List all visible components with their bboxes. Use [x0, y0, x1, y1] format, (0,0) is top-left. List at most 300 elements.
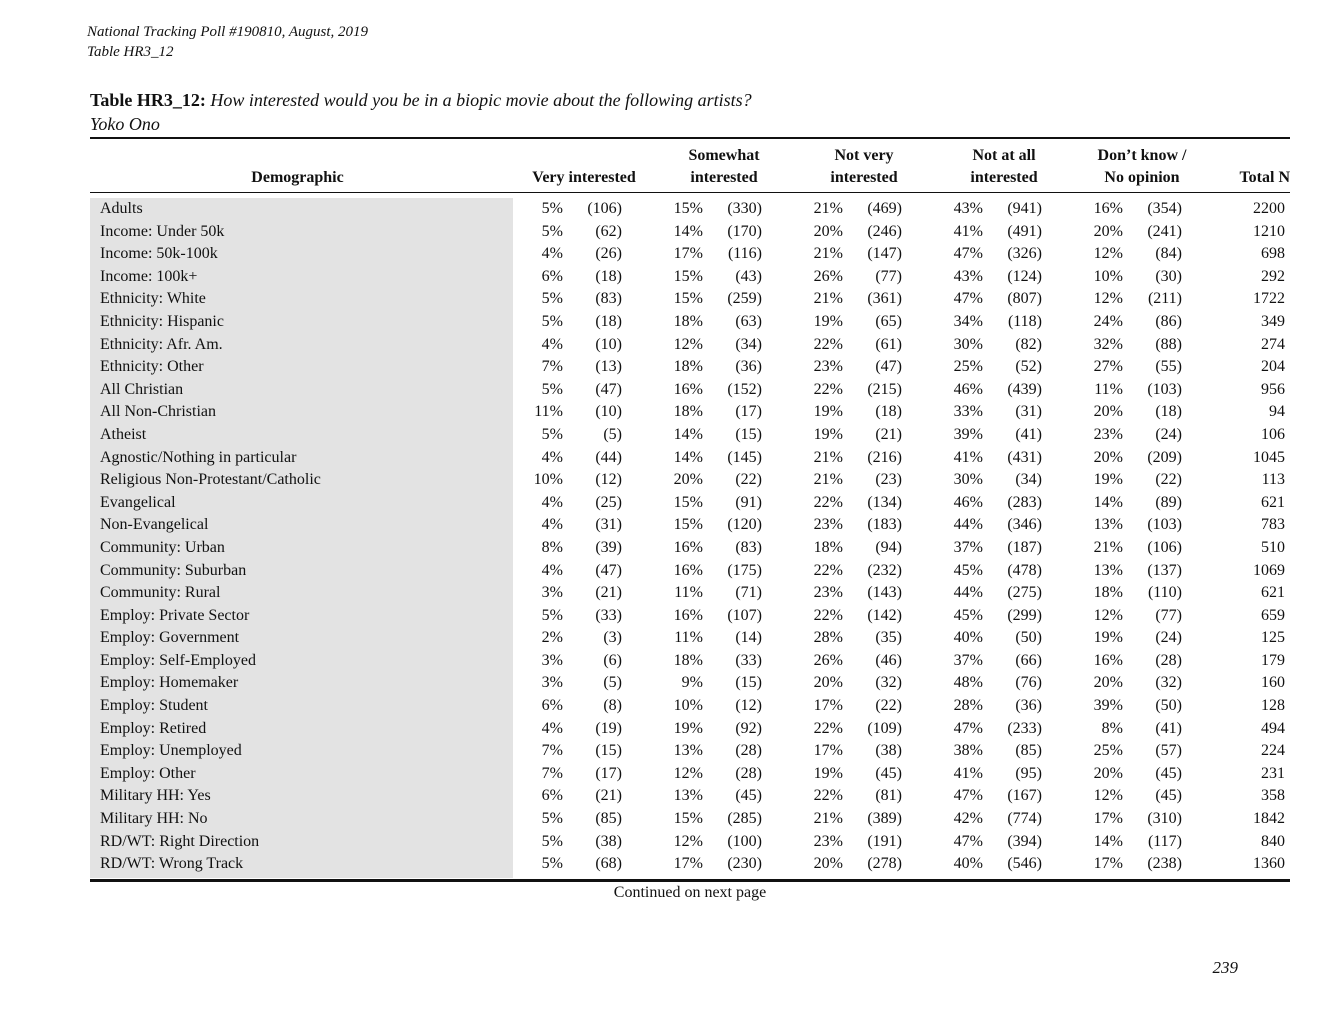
very-n: (15): [595, 742, 622, 760]
very-pct: 7%: [541, 764, 563, 782]
somewhat-n: (285): [727, 810, 762, 828]
somewhat-pct: 11%: [674, 584, 703, 602]
total-n: 179: [1261, 651, 1285, 669]
notatall-pct: 47%: [953, 245, 983, 263]
table-row: [90, 808, 1290, 831]
notvery-n: (81): [875, 787, 902, 805]
very-n: (17): [595, 764, 622, 782]
dontknow-n: (57): [1155, 742, 1182, 760]
row-label: Military HH: No: [100, 810, 208, 828]
very-n: (39): [595, 538, 622, 556]
total-n: 1360: [1253, 855, 1285, 873]
very-pct: 4%: [541, 561, 563, 579]
very-n: (44): [595, 448, 622, 466]
very-pct: 5%: [541, 832, 563, 850]
table-row: [90, 221, 1290, 244]
very-pct: 4%: [541, 448, 563, 466]
very-pct: 4%: [541, 516, 563, 534]
somewhat-n: (120): [727, 516, 762, 534]
total-n: 231: [1261, 764, 1285, 782]
total-n: 349: [1261, 312, 1285, 330]
caption-label: Table HR3_12:: [90, 90, 206, 110]
somewhat-pct: 17%: [673, 855, 703, 873]
notatall-pct: 44%: [953, 584, 983, 602]
notatall-n: (66): [1015, 651, 1042, 669]
notvery-n: (361): [867, 290, 902, 308]
notatall-pct: 28%: [953, 697, 983, 715]
notvery-n: (45): [875, 764, 902, 782]
dontknow-n: (117): [1147, 832, 1182, 850]
somewhat-pct: 16%: [673, 606, 703, 624]
notatall-n: (326): [1007, 245, 1042, 263]
somewhat-n: (152): [727, 380, 762, 398]
very-pct: 7%: [541, 358, 563, 376]
row-label: Income: 50k-100k: [100, 245, 218, 263]
notvery-pct: 21%: [813, 245, 843, 263]
very-n: (12): [595, 471, 622, 489]
very-pct: 5%: [541, 425, 563, 443]
dontknow-n: (22): [1155, 471, 1182, 489]
total-n: 125: [1261, 629, 1285, 647]
dontknow-n: (30): [1155, 267, 1182, 285]
very-pct: 6%: [541, 267, 563, 285]
dontknow-n: (211): [1147, 290, 1182, 308]
very-pct: 4%: [541, 335, 563, 353]
notatall-n: (85): [1015, 742, 1042, 760]
notatall-n: (50): [1015, 629, 1042, 647]
dontknow-n: (354): [1147, 200, 1182, 217]
notatall-pct: 34%: [953, 312, 983, 330]
total-n: 358: [1261, 787, 1285, 805]
very-n: (21): [595, 584, 622, 602]
dontknow-n: (86): [1155, 312, 1182, 330]
notatall-n: (275): [1007, 584, 1042, 602]
very-pct: 2%: [541, 629, 563, 647]
notvery-n: (134): [867, 493, 902, 511]
notvery-n: (94): [875, 538, 902, 556]
row-label: RD/WT: Wrong Track: [100, 855, 244, 873]
somewhat-pct: 12%: [673, 832, 703, 850]
very-pct: 4%: [541, 493, 563, 511]
dontknow-n: (84): [1155, 245, 1182, 263]
dontknow-pct: 11%: [1094, 380, 1123, 398]
notatall-pct: 30%: [953, 335, 983, 353]
notatall-pct: 48%: [953, 674, 983, 692]
top-rule: [90, 137, 1290, 139]
dontknow-n: (137): [1147, 561, 1182, 579]
notatall-pct: 39%: [953, 425, 983, 443]
very-n: (47): [595, 380, 622, 398]
notvery-pct: 26%: [813, 267, 843, 285]
table-row: [90, 492, 1290, 515]
dontknow-n: (45): [1155, 764, 1182, 782]
somewhat-n: (83): [735, 538, 762, 556]
notatall-n: (283): [1007, 493, 1042, 511]
notvery-pct: 17%: [813, 697, 843, 715]
notvery-n: (142): [867, 606, 902, 624]
caption-question: How interested would you be in a biopic movie about the following artists?: [210, 90, 752, 110]
table-row: [90, 379, 1290, 402]
somewhat-n: (28): [735, 742, 762, 760]
notatall-n: (807): [1007, 290, 1042, 308]
notatall-pct: 46%: [953, 493, 983, 511]
table-row: [90, 718, 1290, 741]
notvery-n: (232): [867, 561, 902, 579]
very-n: (25): [595, 493, 622, 511]
dontknow-pct: 14%: [1093, 493, 1123, 511]
notvery-pct: 21%: [813, 471, 843, 489]
very-pct: 5%: [541, 810, 563, 828]
notvery-n: (23): [875, 471, 902, 489]
header-not-at-all-interested: [950, 145, 1058, 189]
dontknow-n: (89): [1155, 493, 1182, 511]
dontknow-n: (88): [1155, 335, 1182, 353]
notvery-n: (469): [867, 200, 902, 217]
somewhat-n: (100): [727, 832, 762, 850]
table-row: [90, 447, 1290, 470]
notvery-n: (215): [867, 380, 902, 398]
somewhat-n: (45): [735, 787, 762, 805]
notatall-pct: 45%: [953, 606, 983, 624]
dontknow-pct: 12%: [1093, 245, 1123, 263]
notatall-pct: 25%: [953, 358, 983, 376]
total-n: 204: [1261, 358, 1285, 376]
somewhat-pct: 13%: [673, 742, 703, 760]
somewhat-pct: 15%: [673, 267, 703, 285]
somewhat-pct: 18%: [673, 358, 703, 376]
header-not-very-interested: [810, 145, 918, 189]
very-n: (10): [595, 403, 622, 421]
notvery-n: (38): [875, 742, 902, 760]
notatall-pct: 47%: [953, 787, 983, 805]
header-dont-know: [1085, 145, 1199, 189]
total-n: 2200: [1253, 200, 1285, 217]
notatall-n: (491): [1007, 222, 1042, 240]
dontknow-n: (24): [1155, 425, 1182, 443]
very-n: (68): [595, 855, 622, 873]
very-n: (10): [595, 335, 622, 353]
row-label: Ethnicity: Afr. Am.: [100, 335, 223, 353]
header-rule: [90, 192, 1290, 193]
somewhat-pct: 18%: [673, 651, 703, 669]
somewhat-pct: 9%: [681, 674, 703, 692]
header-notvery-line2: interested: [830, 169, 898, 186]
dontknow-n: (110): [1147, 584, 1182, 602]
notvery-pct: 21%: [813, 200, 843, 217]
row-label: All Christian: [100, 380, 184, 398]
very-pct: 6%: [541, 697, 563, 715]
notatall-n: (774): [1007, 810, 1042, 828]
table-row: [90, 266, 1290, 289]
row-label: Employ: Private Sector: [100, 606, 250, 624]
notvery-n: (183): [867, 516, 902, 534]
table-row: [90, 198, 1290, 221]
row-label: Employ: Homemaker: [100, 674, 239, 692]
notatall-pct: 47%: [953, 832, 983, 850]
dontknow-pct: 24%: [1093, 312, 1123, 330]
table-row: [90, 469, 1290, 492]
somewhat-pct: 14%: [673, 425, 703, 443]
somewhat-pct: 10%: [673, 697, 703, 715]
table-row: [90, 740, 1290, 763]
header-dontknow-line1: Don’t know /: [1097, 147, 1187, 164]
table-row: [90, 288, 1290, 311]
notvery-pct: 21%: [813, 810, 843, 828]
somewhat-pct: 20%: [673, 471, 703, 489]
dontknow-n: (238): [1147, 855, 1182, 873]
dontknow-pct: 12%: [1093, 787, 1123, 805]
notatall-pct: 41%: [953, 448, 983, 466]
total-n: 274: [1261, 335, 1285, 353]
dontknow-n: (241): [1147, 222, 1182, 240]
somewhat-pct: 16%: [673, 380, 703, 398]
continued-note: Continued on next page: [613, 884, 767, 901]
table-body: [90, 198, 1290, 876]
somewhat-pct: 12%: [673, 764, 703, 782]
notatall-n: (118): [1007, 312, 1042, 330]
somewhat-pct: 18%: [673, 312, 703, 330]
very-n: (3): [603, 629, 622, 647]
dontknow-n: (77): [1155, 606, 1182, 624]
notvery-pct: 19%: [813, 425, 843, 443]
dontknow-pct: 27%: [1093, 358, 1123, 376]
notatall-pct: 47%: [953, 290, 983, 308]
notatall-n: (394): [1007, 832, 1042, 850]
total-n: 621: [1261, 493, 1285, 511]
header-very-interested: Very interested: [532, 169, 636, 186]
somewhat-n: (22): [735, 471, 762, 489]
very-pct: 7%: [541, 742, 563, 760]
notvery-n: (246): [867, 222, 902, 240]
table-row: [90, 695, 1290, 718]
somewhat-pct: 15%: [673, 810, 703, 828]
header-notvery-line1: Not very: [834, 147, 894, 164]
very-pct: 6%: [541, 787, 563, 805]
row-label: Employ: Retired: [100, 719, 207, 737]
very-pct: 5%: [541, 222, 563, 240]
very-n: (31): [595, 516, 622, 534]
notatall-n: (82): [1015, 335, 1042, 353]
dontknow-n: (50): [1155, 697, 1182, 715]
notvery-pct: 22%: [813, 380, 843, 398]
notvery-n: (46): [875, 651, 902, 669]
notvery-pct: 23%: [813, 358, 843, 376]
somewhat-n: (230): [727, 855, 762, 873]
dontknow-pct: 25%: [1093, 742, 1123, 760]
dontknow-n: (24): [1155, 629, 1182, 647]
header-somewhat-line1: Somewhat: [688, 147, 760, 164]
notatall-pct: 37%: [953, 651, 983, 669]
total-n: 621: [1261, 584, 1285, 602]
very-n: (8): [603, 697, 622, 715]
table-row: [90, 582, 1290, 605]
dontknow-pct: 12%: [1093, 290, 1123, 308]
row-label: Employ: Self-Employed: [100, 651, 256, 669]
dontknow-pct: 20%: [1093, 222, 1123, 240]
notvery-pct: 23%: [813, 832, 843, 850]
notvery-n: (21): [875, 425, 902, 443]
somewhat-pct: 16%: [673, 538, 703, 556]
row-label: Community: Rural: [100, 584, 221, 602]
dontknow-n: (103): [1147, 516, 1182, 534]
dontknow-pct: 10%: [1093, 267, 1123, 285]
dontknow-pct: 20%: [1093, 764, 1123, 782]
notvery-n: (216): [867, 448, 902, 466]
notvery-pct: 22%: [813, 787, 843, 805]
row-label: Military HH: Yes: [100, 787, 211, 805]
very-pct: 5%: [541, 380, 563, 398]
notvery-pct: 26%: [813, 651, 843, 669]
notvery-n: (191): [867, 832, 902, 850]
dontknow-pct: 18%: [1093, 584, 1123, 602]
dontknow-pct: 8%: [1101, 719, 1123, 737]
very-n: (19): [595, 719, 622, 737]
notatall-n: (76): [1015, 674, 1042, 692]
notvery-pct: 22%: [813, 493, 843, 511]
dontknow-pct: 13%: [1093, 561, 1123, 579]
dontknow-n: (310): [1147, 810, 1182, 828]
notatall-pct: 40%: [953, 629, 983, 647]
dontknow-pct: 20%: [1093, 403, 1123, 421]
notvery-n: (18): [875, 403, 902, 421]
somewhat-pct: 14%: [673, 448, 703, 466]
notatall-n: (31): [1015, 403, 1042, 421]
somewhat-n: (259): [727, 290, 762, 308]
notvery-pct: 20%: [813, 222, 843, 240]
row-label: Employ: Government: [100, 629, 240, 647]
very-n: (18): [595, 312, 622, 330]
somewhat-n: (330): [727, 200, 762, 217]
table-row: [90, 401, 1290, 424]
row-label: Community: Suburban: [100, 561, 247, 579]
table-row: [90, 785, 1290, 808]
table-row: [90, 605, 1290, 628]
header-notatall-line2: interested: [970, 169, 1038, 186]
somewhat-n: (15): [735, 674, 762, 692]
notatall-pct: 37%: [953, 538, 983, 556]
notvery-pct: 21%: [813, 448, 843, 466]
row-label: Employ: Other: [100, 764, 196, 782]
total-n: 698: [1261, 245, 1285, 263]
row-label: Employ: Unemployed: [100, 742, 242, 760]
somewhat-n: (17): [735, 403, 762, 421]
very-pct: 4%: [541, 245, 563, 263]
notatall-n: (233): [1007, 719, 1042, 737]
somewhat-pct: 13%: [673, 787, 703, 805]
somewhat-pct: 11%: [674, 629, 703, 647]
notatall-n: (95): [1015, 764, 1042, 782]
dontknow-pct: 32%: [1093, 335, 1123, 353]
notatall-n: (167): [1007, 787, 1042, 805]
poll-title: National Tracking Poll #190810, August, 2019: [87, 24, 368, 40]
header-demographic: Demographic: [251, 169, 344, 186]
table-row: [90, 424, 1290, 447]
notvery-n: (77): [875, 267, 902, 285]
row-label: Income: Under 50k: [100, 222, 225, 240]
notvery-n: (278): [867, 855, 902, 873]
notvery-pct: 23%: [813, 584, 843, 602]
very-pct: 11%: [534, 403, 563, 421]
notatall-n: (187): [1007, 538, 1042, 556]
notatall-n: (36): [1015, 697, 1042, 715]
very-n: (21): [595, 787, 622, 805]
total-n: 956: [1261, 380, 1285, 398]
somewhat-n: (43): [735, 267, 762, 285]
notvery-n: (61): [875, 335, 902, 353]
very-pct: 5%: [541, 855, 563, 873]
very-pct: 5%: [541, 606, 563, 624]
header-notatall-line1: Not at all: [972, 147, 1036, 164]
table-row: [90, 853, 1290, 876]
dontknow-pct: 12%: [1093, 606, 1123, 624]
notatall-pct: 47%: [953, 719, 983, 737]
dontknow-pct: 39%: [1093, 697, 1123, 715]
table-id: Table HR3_12: [87, 44, 174, 60]
somewhat-pct: 16%: [673, 561, 703, 579]
dontknow-n: (55): [1155, 358, 1182, 376]
notatall-n: (439): [1007, 380, 1042, 398]
row-label: Non-Evangelical: [100, 516, 209, 534]
somewhat-n: (145): [727, 448, 762, 466]
somewhat-n: (170): [727, 222, 762, 240]
very-pct: 5%: [541, 200, 563, 217]
row-label: Evangelical: [100, 493, 176, 511]
table-row: [90, 831, 1290, 854]
notatall-pct: 43%: [953, 200, 983, 217]
notvery-n: (35): [875, 629, 902, 647]
header-somewhat-line2: interested: [690, 169, 758, 186]
somewhat-n: (107): [727, 606, 762, 624]
page-number: 239: [1212, 958, 1238, 977]
notvery-pct: 28%: [813, 629, 843, 647]
notvery-pct: 22%: [813, 561, 843, 579]
table-row: [90, 243, 1290, 266]
very-n: (106): [587, 200, 622, 217]
notatall-n: (299): [1007, 606, 1042, 624]
total-n: 160: [1261, 674, 1285, 692]
notvery-pct: 18%: [813, 538, 843, 556]
notatall-pct: 38%: [953, 742, 983, 760]
dontknow-pct: 19%: [1093, 629, 1123, 647]
very-n: (33): [595, 606, 622, 624]
dontknow-n: (28): [1155, 651, 1182, 669]
notvery-n: (147): [867, 245, 902, 263]
table-row: [90, 311, 1290, 334]
table-row: [90, 650, 1290, 673]
dontknow-n: (45): [1155, 787, 1182, 805]
somewhat-n: (36): [735, 358, 762, 376]
notatall-pct: 45%: [953, 561, 983, 579]
very-pct: 5%: [541, 312, 563, 330]
notvery-n: (47): [875, 358, 902, 376]
very-n: (83): [595, 290, 622, 308]
header-dontknow-line2: No opinion: [1104, 169, 1180, 186]
very-n: (5): [603, 425, 622, 443]
dontknow-n: (209): [1147, 448, 1182, 466]
total-n: 94: [1269, 403, 1285, 421]
somewhat-pct: 15%: [673, 493, 703, 511]
total-n: 1045: [1253, 448, 1285, 466]
notatall-pct: 42%: [953, 810, 983, 828]
row-label: Religious Non-Protestant/Catholic: [100, 471, 321, 489]
dontknow-n: (18): [1155, 403, 1182, 421]
dontknow-pct: 17%: [1093, 855, 1123, 873]
row-label: Income: 100k+: [100, 267, 198, 285]
notvery-n: (143): [867, 584, 902, 602]
notvery-n: (22): [875, 697, 902, 715]
somewhat-n: (116): [727, 245, 762, 263]
notvery-pct: 17%: [813, 742, 843, 760]
